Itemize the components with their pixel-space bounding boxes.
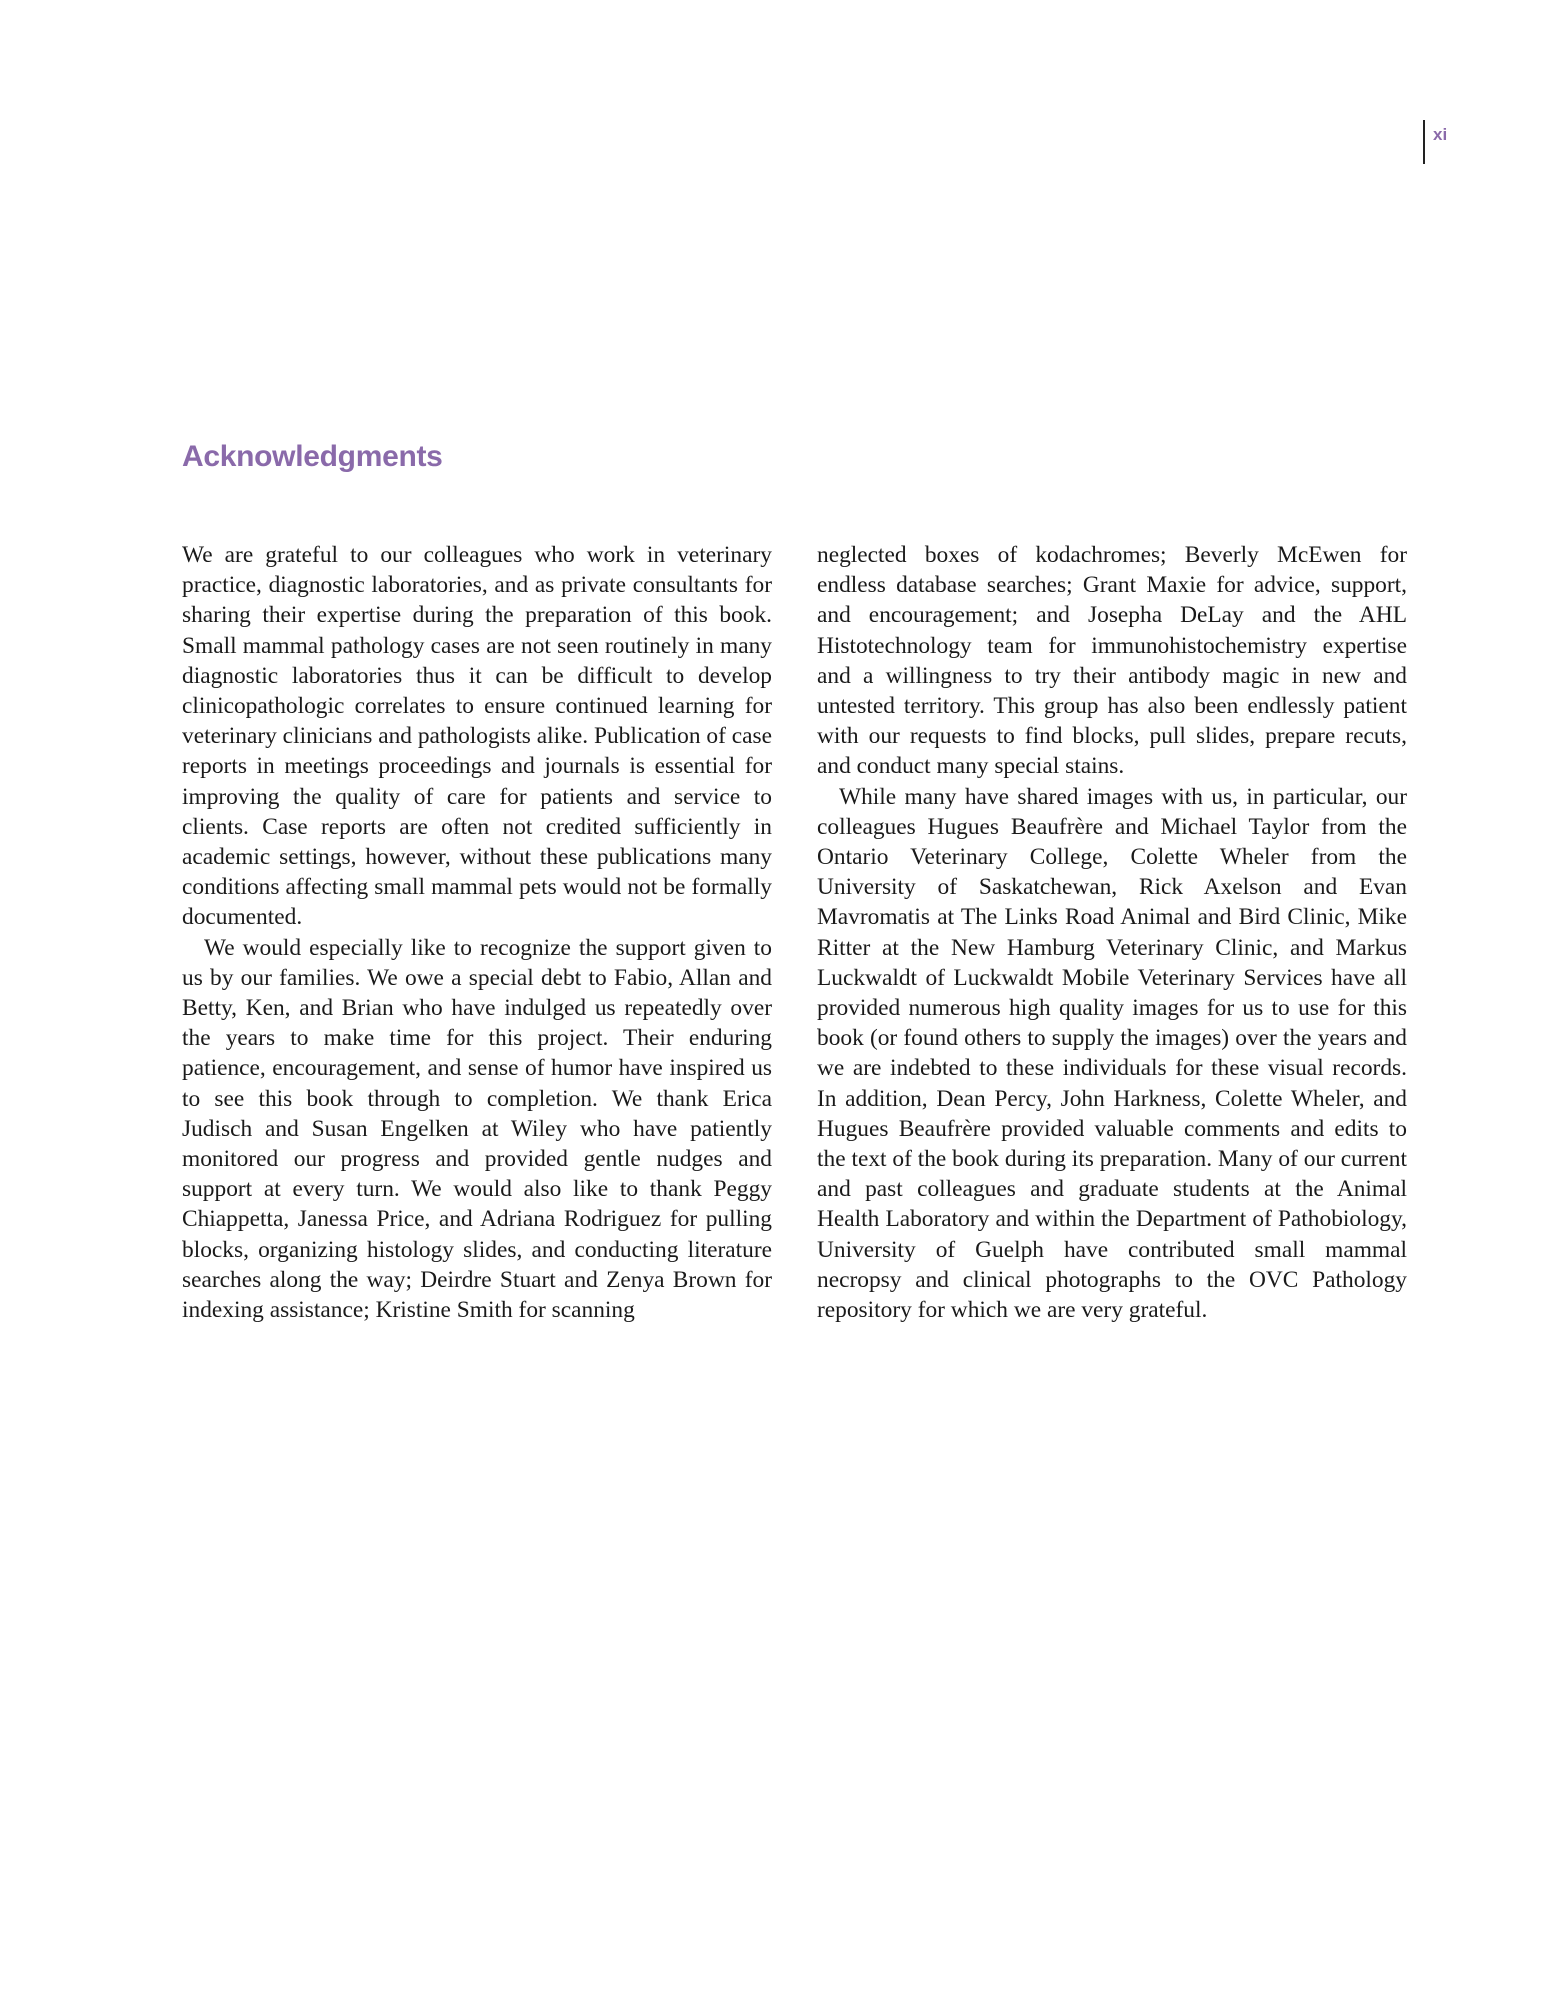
right-paragraph-2: While many have shared images with us, in particular, our colleagues Hugues Beaufrère and Michael Taylor from the Ontario Veterinary College, Colette Wheler from the University of Saskatchewan, Rick Axelson and Evan Mavromatis at The Links Road Animal and Bird Clinic, Mike Ritter at the New Hamburg Veterinary Clinic, and Markus Luckwaldt of Luckwaldt Mobile Veterinary Services have all provided numerous high quality images for us to use for this book (or found others to supply the images) over the years and we are indebted to these individuals for these visual records. In addition, Dean Percy, John Harkness, Colette Wheler, and Hugues Beaufrère provided valuable comments and edits to the text of the book during its preparation. Many of our current and past colleagues and graduate students at the Animal Health Laboratory and within the Department of Pathobiology, University of Guelph have contributed small mammal necropsy and clinical photographs to the OVC Pathology repository for which we are very grateful. [817,783,1407,1324]
page-number-divider [1423,120,1425,164]
left-column [182,540,772,1325]
right-column [817,540,1407,1325]
left-paragraph-1: We are grateful to our colleagues who work in veterinary practice, diagnostic laboratories, and as private consultants for sharing their expertise during the preparation of this book. Small mammal pathology cases are not seen routinely in many diagnostic laboratories thus it can be difficult to develop clinicopathologic correlates to ensure continued learning for veterinary clinicians and pathologists alike. Publication of case reports in meetings proceedings and journals is essential for improving the quality of care for patients and service to clients. Case reports are often not credited sufficiently in academic settings, however, without these publications many conditions affecting small mammal pets would not be formally documented. [182,542,772,931]
left-paragraph-2: We would especially like to recognize the support given to us by our families. We owe a special debt to Fabio, Allan and Betty, Ken, and Brian who have indulged us repeatedly over the years to make time for this project. Their enduring patience, encouragement, and sense of humor have inspired us to see this book through to completion. We thank Erica Judisch and Susan Engelken at Wiley who have patiently monitored our progress and provided gentle nudges and support at every turn. We would also like to thank Peggy Chiappetta, Janessa Price, and Adriana Rodriguez for pulling blocks, organizing histology slides, and conducting literature searches along the way; Deirdre Stuart and Zenya Brown for indexing assistance; Kristine Smith for scanning [182,934,772,1324]
right-paragraph-1: neglected boxes of kodachromes; Beverly McEwen for endless database searches; Grant Maxie for advice, support, and encouragement; and Josepha DeLay and the AHL Histotechnology team for immunohistochemistry expertise and a willingness to try their antibody magic in new and untested territory. This group has also been endlessly patient with our requests to find blocks, pull slides, prepare recuts, and conduct many special stains. [817,542,1407,780]
section-heading: Acknowledgments [182,440,443,473]
page-number: xi [1433,125,1448,144]
